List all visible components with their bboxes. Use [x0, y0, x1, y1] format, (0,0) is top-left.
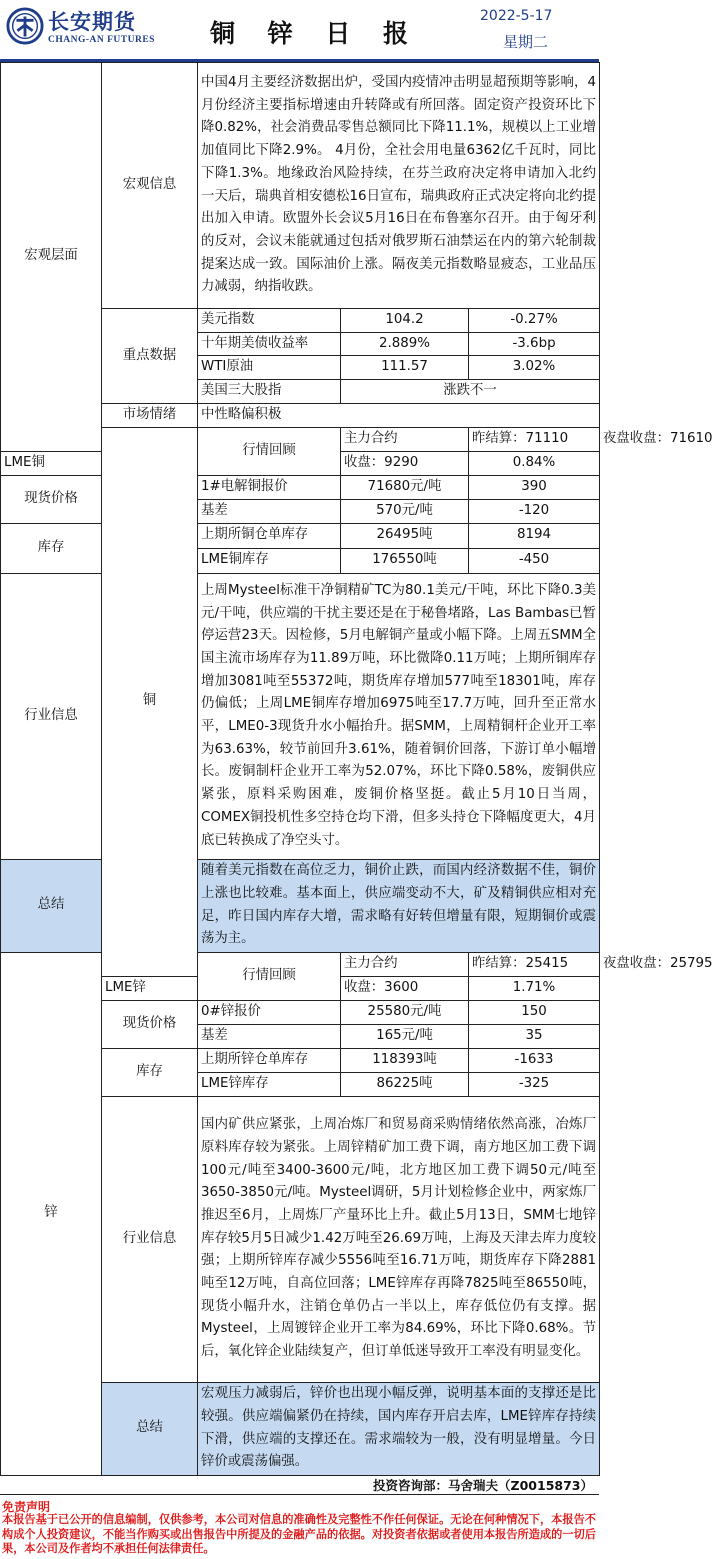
- copper-spot-name: 1#电解铜报价: [198, 475, 341, 499]
- copper-spot-label: 现货价格: [1, 475, 102, 523]
- copper-stock-value: 26495吨: [341, 523, 469, 548]
- copper-stock-label: 库存: [1, 523, 102, 573]
- zinc-industry-label: 行业信息: [102, 1096, 198, 1382]
- copper-spot-row: [1, 475, 600, 499]
- copper-review-value: 收盘：9290: [341, 451, 469, 475]
- key-data-value: 104.2: [341, 309, 469, 333]
- logo-company-name: 长安期货: [48, 10, 136, 34]
- disclaimer-title: 免责声明: [2, 1500, 51, 1514]
- zinc-review-value: 昨结算：25415: [469, 952, 600, 976]
- key-data-change: 3.02%: [469, 356, 600, 380]
- key-data-value: 111.57: [341, 356, 469, 380]
- zinc-spot-label: 现货价格: [102, 1000, 198, 1048]
- macro-info-row: [1, 63, 600, 309]
- copper-stock-name: LME铜库存: [198, 548, 341, 573]
- zinc-spot-name: 基差: [198, 1024, 341, 1048]
- zinc-spot-name: 0#锌报价: [198, 1000, 341, 1024]
- report-date: 2022-5-17: [480, 8, 553, 24]
- zinc-stock-name: 上期所锌仓单库存: [198, 1048, 341, 1072]
- disclaimer-text: 本报告基于已公开的信息编制，仅供参考，本公司对信息的准确性及完整性不作任何保证。无论在何种情况下，本报告不构成个人投资建议，不能当作购买或出售报告中所提及的金融产品的依据。对投资者依据或者使用本报告所造成的一切后果，本公司及作者均不承担任何法律责任。: [2, 1513, 596, 1556]
- key-data-name: 美元指数: [198, 309, 341, 333]
- zinc-stock-name: LME锌库存: [198, 1072, 341, 1096]
- copper-spot-change: -120: [469, 499, 600, 523]
- zinc-spot-change: 150: [469, 1000, 600, 1024]
- copper-review-name: 主力合约: [341, 427, 469, 451]
- key-data-value: 2.889%: [341, 332, 469, 356]
- zinc-summary-text: 宏观压力减弱后，锌价也出现小幅反弹，说明基本面的支撑还是比较强。供应端偏紧仍在持续，国内库存开启去库，LME锌库存持续下滑，供应端的支撑还在。需求端较为一般，没有明显增量。今日锌价或震荡偏强。: [198, 1382, 600, 1475]
- copper-stock-name: 上期所铜仓单库存: [198, 523, 341, 548]
- macro-info-label: 宏观信息: [102, 63, 198, 309]
- sentiment-label: 市场情绪: [102, 403, 198, 427]
- zinc-review-value: 收盘：3600: [341, 976, 469, 1000]
- copper-review-name: LME铜: [1, 451, 102, 475]
- zinc-summary-label: 总结: [102, 1382, 198, 1475]
- report-header: [0, 0, 599, 61]
- copper-spot-name: 基差: [198, 499, 341, 523]
- copper-review-row: 铜 行情回顾 主力合约 昨结算：71110 夜盘收盘：71610: [1, 427, 600, 451]
- key-data-label: 重点数据: [102, 309, 198, 404]
- zinc-stock-label: 库存: [102, 1048, 198, 1096]
- zinc-review-change: 1.71%: [469, 976, 600, 1000]
- macro-section-label: 宏观层面: [1, 63, 102, 452]
- zinc-stock-change: -325: [469, 1072, 600, 1096]
- copper-summary-text: 随着美元指数在高位乏力，铜价止跌，而国内经济数据不佳，铜价上涨也比较难。基本面上，供应端变动不大，矿及精铜供应相对充足，昨日国内库存大增，需求略有好转但增量有限，短期铜价或震荡为主。: [198, 859, 600, 952]
- macro-info-text: 中国4月主要经济数据出炉，受国内疫情冲击明显超预期等影响，4月份经济主要指标增速由升转降或有所回落。固定资产投资环比下降0.82%，社会消费品零售总额同比下降11.1%，规模以上工业增加值同比下降2.9%。 4月份，全社会用电量6362亿千瓦时，同比下降1.3%。地缘政治风险持续，在芬兰政府决定将申请加入北约一天后，瑞典首相安德松16日宣布，瑞典政府正式决定将向北约提出加入申请。欧盟外长会议5月16日在布鲁塞尔召开。由于匈牙利的反对，会议未能就通过包括对俄罗斯石油禁运在内的第六轮制裁提案达成一致。国际油价上涨。隔夜美元指数略显疲态，工业品压力减弱，纳指收跌。: [198, 63, 600, 309]
- copper-review-label: 行情回顾: [198, 427, 341, 475]
- zinc-review-name: 主力合约: [341, 952, 469, 976]
- us-index-value: 涨跌不一: [341, 380, 600, 404]
- zinc-review-row: 锌 行情回顾 主力合约 昨结算：25415 夜盘收盘：25795: [1, 952, 600, 976]
- key-data-name: WTI原油: [198, 356, 341, 380]
- copper-industry-row: [1, 573, 600, 859]
- chang-an-logo-icon: [6, 7, 44, 45]
- zinc-review-label: 行情回顾: [198, 952, 341, 1000]
- copper-spot-change: 390: [469, 475, 600, 499]
- copper-summary-row: [1, 859, 600, 952]
- advisor-credit: 投资咨询部：马舍瑞夫（Z0015873）: [373, 1478, 593, 1493]
- sentiment-value: 中性略偏积极: [198, 403, 600, 427]
- key-data-change: -0.27%: [469, 309, 600, 333]
- zinc-spot-value: 25580元/吨: [341, 1000, 469, 1024]
- logo-company-name-en: CHANG-AN FUTURES: [48, 35, 155, 45]
- report-title: 铜 锌 日 报: [209, 19, 421, 48]
- zinc-stock-change: -1633: [469, 1048, 600, 1072]
- copper-spot-value: 570元/吨: [341, 499, 469, 523]
- zinc-stock-value: 118393吨: [341, 1048, 469, 1072]
- copper-stock-row: [1, 523, 600, 548]
- copper-review-change: 0.84%: [469, 451, 600, 475]
- key-data-name: 十年期美债收益率: [198, 332, 341, 356]
- copper-spot-value: 71680元/吨: [341, 475, 469, 499]
- copper-stock-value: 176550吨: [341, 548, 469, 573]
- report-weekday: 星期二: [503, 33, 549, 51]
- copper-review-value: 昨结算：71110: [469, 427, 600, 451]
- copper-industry-text: 上周Mysteel标准干净铜精矿TC为80.1美元/干吨，环比下降0.3美元/干吨，供应端的干扰主要还是在于秘鲁堵路，Las Bambas已暂停运营23天。因检修，5月电解铜产量或小幅下降。上周五SMM全国主流市场库存为11.89万吨，环比微降0.11万吨；上期所铜库存增加3081吨至55372吨，期货库存增加577吨至18301吨，库存仍偏低；上周LME铜库存增加6975吨至17.7万吨，回升至正常水平，LME0-3现货升水小幅抬升。据SMM，上周精铜杆企业开工率为63.63%，较节前回升3.61%，随着铜价回落，下游订单小幅增长。废铜制杆企业开工率为52.07%，环比下降0.58%，废铜供应紧张，原料采购困难，废铜价格坚挺。截止5月10日当周，COMEX铜投机性多空持仓均下滑，但多头持仓下降幅度更大，4月底已转换成了净空头寸。: [198, 573, 600, 859]
- copper-stock-change: 8194: [469, 523, 600, 548]
- copper-summary-label: 总结: [1, 859, 102, 952]
- us-index-name: 美国三大股指: [198, 380, 341, 404]
- zinc-spot-change: 35: [469, 1024, 600, 1048]
- zinc-stock-value: 86225吨: [341, 1072, 469, 1096]
- zinc-spot-value: 165元/吨: [341, 1024, 469, 1048]
- copper-section-label: 铜: [102, 427, 198, 976]
- zinc-review-name: LME锌: [102, 976, 198, 1000]
- key-data-change: -3.6bp: [469, 332, 600, 356]
- zinc-industry-text: 国内矿供应紧张，上周冶炼厂和贸易商采购情绪依然高涨，冶炼厂原料库存较为紧张。上周锌精矿加工费下调，南方地区加工费下调100元/吨至3400-3600元/吨，北方地区加工费下调50元/吨至3650-3850元/吨。Mysteel调研，5月计划检修企业中，两家炼厂推迟至6月，上周炼厂产量环比上升。截止5月13日，SMM七地锌库存较5月5日减少1.42万吨至26.69万吨，上海及天津去库力度较强；上期所锌库存减少5556吨至16.71万吨，期货库存下降2881吨至12万吨，自高位回落；LME锌库存再降7825吨至86550吨，现货小幅升水，注销仓单仍占一半以上，库存低位仍有支撑。据Mysteel，上周镀锌企业开工率为84.69%，环比下降0.68%。节后，氧化锌企业陆续复产，但订单低迷导致开工率没有明显变化。: [198, 1096, 600, 1382]
- zinc-section-label: 锌: [1, 952, 102, 1475]
- copper-stock-change: -450: [469, 548, 600, 573]
- report-table: [0, 62, 713, 1476]
- copper-industry-label: 行业信息: [1, 573, 102, 859]
- footer-divider: [0, 1494, 599, 1495]
